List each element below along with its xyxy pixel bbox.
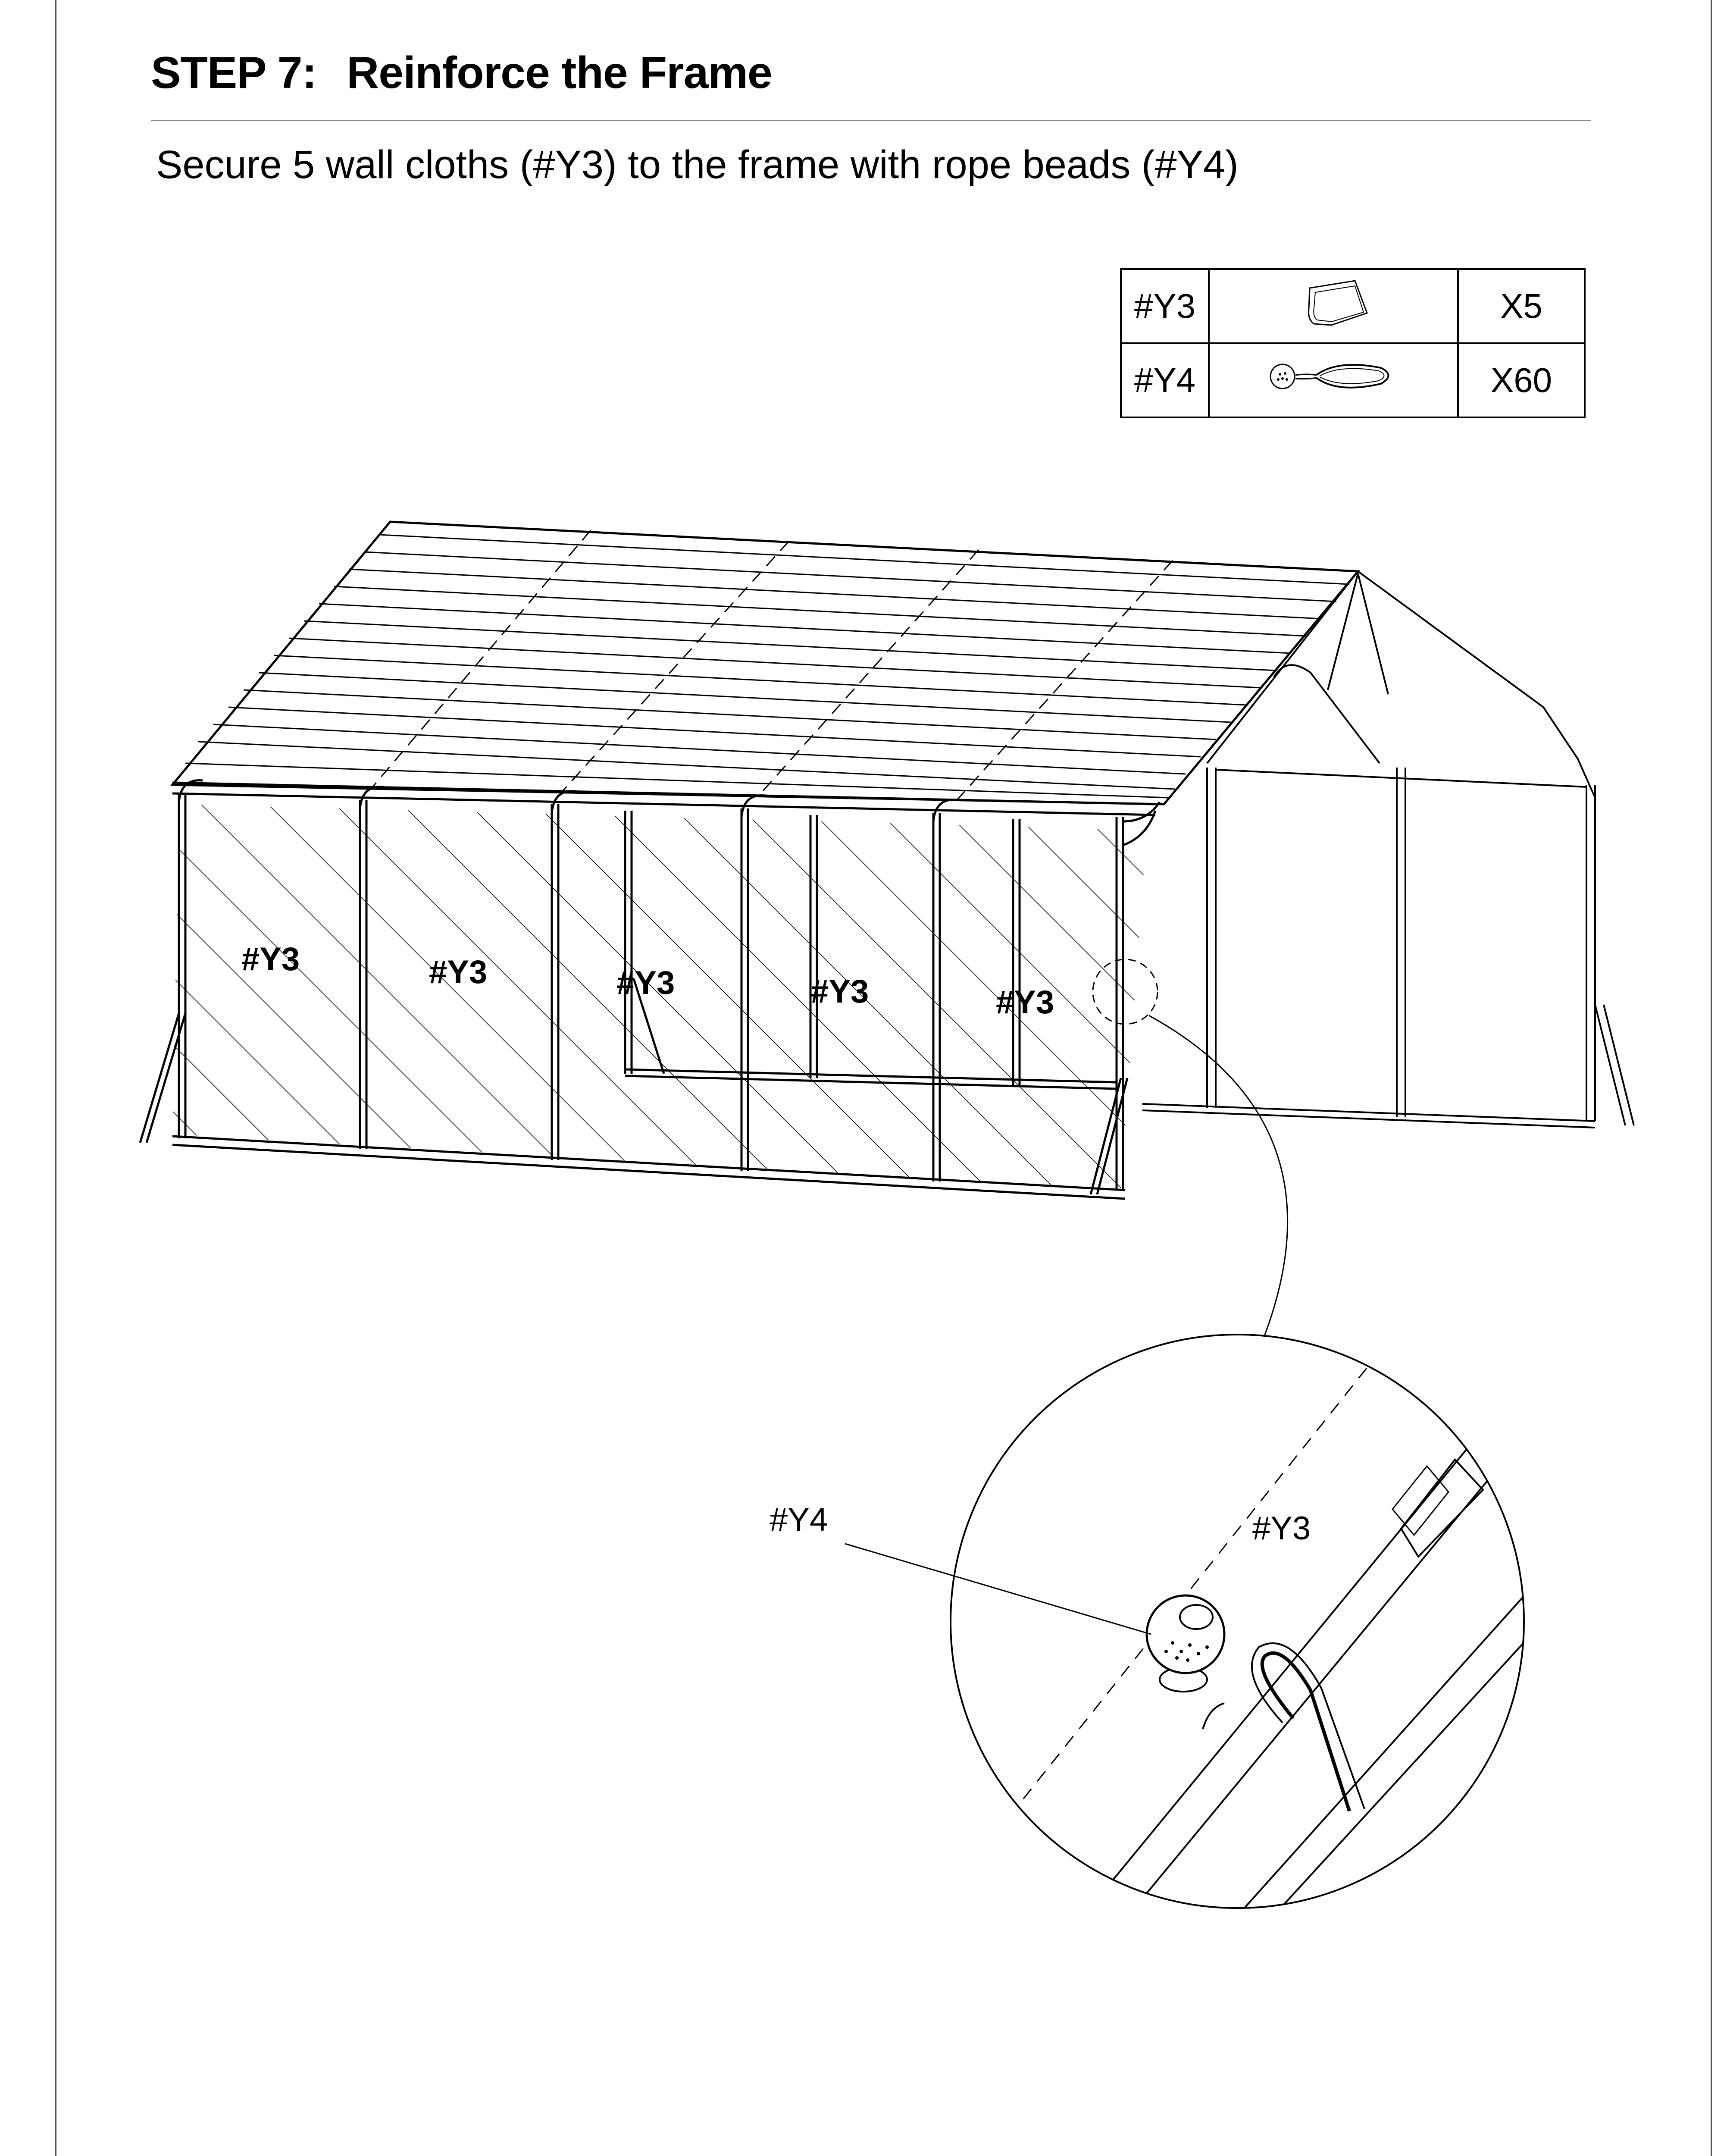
part-code: #Y4: [1121, 343, 1209, 417]
instruction-text: Secure 5 wall cloths (#Y3) to the frame with rope beads (#Y4): [156, 143, 1239, 187]
step-title: Reinforce the Frame: [347, 48, 772, 98]
panel-label: #Y3: [616, 965, 675, 1001]
part-quantity: X5: [1458, 269, 1585, 343]
bead-label: #Y4: [770, 1501, 828, 1538]
step-label: STEP 7:: [151, 48, 317, 98]
roof-panels: [172, 522, 1358, 804]
cloth-label: #Y3: [1252, 1510, 1311, 1547]
detail-view: [845, 1298, 1638, 2035]
part-code: #Y3: [1121, 269, 1209, 343]
panel-label: #Y3: [429, 954, 488, 990]
panel-label: #Y3: [241, 941, 300, 978]
panel-label: #Y3: [810, 973, 869, 1010]
part-quantity: X60: [1458, 343, 1585, 417]
panel-label: #Y3: [996, 984, 1054, 1021]
